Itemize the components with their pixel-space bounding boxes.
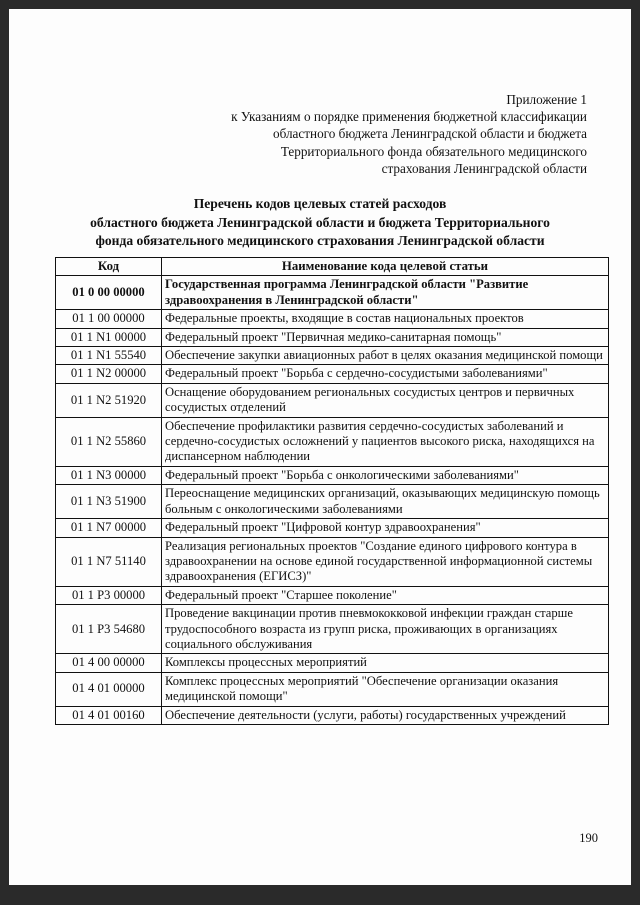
code-cell: 01 1 N2 00000 bbox=[56, 365, 162, 383]
table-row bbox=[56, 706, 609, 724]
table-row bbox=[56, 485, 609, 519]
name-cell: Федеральный проект "Борьба с сердечно-сосудистыми заболеваниями" bbox=[162, 365, 609, 383]
code-cell: 01 4 00 00000 bbox=[56, 654, 162, 672]
appendix-line: Территориального фонда обязательного медицинского bbox=[280, 143, 587, 159]
code-cell: 01 4 01 00160 bbox=[56, 706, 162, 724]
title-line: фонда обязательного медицинского страхования Ленинградской области bbox=[95, 233, 545, 248]
table-row bbox=[56, 519, 609, 537]
table-row bbox=[56, 466, 609, 484]
table-row bbox=[56, 276, 609, 310]
code-cell: 01 1 N7 51140 bbox=[56, 537, 162, 586]
table-row bbox=[56, 328, 609, 346]
document-page bbox=[9, 9, 631, 885]
table-header-row bbox=[56, 258, 609, 276]
title-line: Перечень кодов целевых статей расходов bbox=[193, 196, 447, 211]
appendix-line: областного бюджета Ленинградской области и бюджета bbox=[273, 126, 587, 142]
appendix-line: к Указаниям о порядке применения бюджетной классификации bbox=[231, 109, 587, 125]
appendix-header bbox=[231, 91, 587, 177]
table-row bbox=[56, 537, 609, 586]
name-cell: Федеральный проект "Первичная медико-санитарная помощь" bbox=[162, 328, 609, 346]
code-cell: 01 1 N3 00000 bbox=[56, 466, 162, 484]
table-row bbox=[56, 383, 609, 417]
name-cell: Федеральный проект "Цифровой контур здравоохранения" bbox=[162, 519, 609, 537]
name-cell: Переоснащение медицинских организаций, оказывающих медицинскую помощь больным с онкологическими заболеваниями bbox=[162, 485, 609, 519]
name-cell: Обеспечение деятельности (услуги, работы) государственных учреждений bbox=[162, 706, 609, 724]
code-cell: 01 1 N2 55860 bbox=[56, 417, 162, 466]
name-cell: Обеспечение закупки авиационных работ в целях оказания медицинской помощи bbox=[162, 347, 609, 365]
name-cell: Проведение вакцинации против пневмококковой инфекции граждан старше трудоспособного возраста из групп риска, проживающих в организациях социального обслуживания bbox=[162, 605, 609, 654]
table-row bbox=[56, 417, 609, 466]
code-cell: 01 1 N1 00000 bbox=[56, 328, 162, 346]
column-header-name: Наименование кода целевой статьи bbox=[162, 258, 609, 276]
table-row bbox=[56, 605, 609, 654]
name-cell: Реализация региональных проектов "Создание единого цифрового контура в здравоохранении на основе единой государственной информационной системы здравоохранения (ЕГИСЗ)" bbox=[162, 537, 609, 586]
appendix-line: страхования Ленинградской области bbox=[381, 160, 587, 176]
code-cell: 01 4 01 00000 bbox=[56, 672, 162, 706]
code-cell: 01 1 N7 00000 bbox=[56, 519, 162, 537]
table-row bbox=[56, 654, 609, 672]
code-cell: 01 1 P3 54680 bbox=[56, 605, 162, 654]
name-cell: Оснащение оборудованием региональных сосудистых центров и первичных сосудистых отделений bbox=[162, 383, 609, 417]
table-row bbox=[56, 672, 609, 706]
name-cell: Комплексы процессных мероприятий bbox=[162, 654, 609, 672]
code-cell: 01 1 P3 00000 bbox=[56, 586, 162, 604]
page-number: 190 bbox=[579, 831, 598, 845]
table-row bbox=[56, 586, 609, 604]
code-cell: 01 1 00 00000 bbox=[56, 310, 162, 328]
column-header-code: Код bbox=[56, 258, 162, 276]
target-codes-table bbox=[55, 257, 609, 725]
table-row bbox=[56, 365, 609, 383]
name-cell: Федеральный проект "Борьба с онкологическими заболеваниями" bbox=[162, 466, 609, 484]
code-cell: 01 1 N2 51920 bbox=[56, 383, 162, 417]
document-title bbox=[9, 195, 631, 251]
code-cell: 01 1 N1 55540 bbox=[56, 347, 162, 365]
appendix-line: Приложение 1 bbox=[506, 92, 587, 107]
name-cell: Обеспечение профилактики развития сердечно-сосудистых заболеваний и сердечно-сосудистых осложнений у пациентов высокого риска, находящихся на диспансерном наблюдении bbox=[162, 417, 609, 466]
name-cell: Федеральные проекты, входящие в состав национальных проектов bbox=[162, 310, 609, 328]
name-cell: Государственная программа Ленинградской области "Развитие здравоохранения в Ленинградской области" bbox=[162, 276, 609, 310]
name-cell: Комплекс процессных мероприятий "Обеспечение организации оказания медицинской помощи" bbox=[162, 672, 609, 706]
code-cell: 01 1 N3 51900 bbox=[56, 485, 162, 519]
table-row bbox=[56, 310, 609, 328]
code-cell: 01 0 00 00000 bbox=[56, 276, 162, 310]
title-line: областного бюджета Ленинградской области и бюджета Территориального bbox=[90, 214, 550, 230]
name-cell: Федеральный проект "Старшее поколение" bbox=[162, 586, 609, 604]
table-row bbox=[56, 347, 609, 365]
